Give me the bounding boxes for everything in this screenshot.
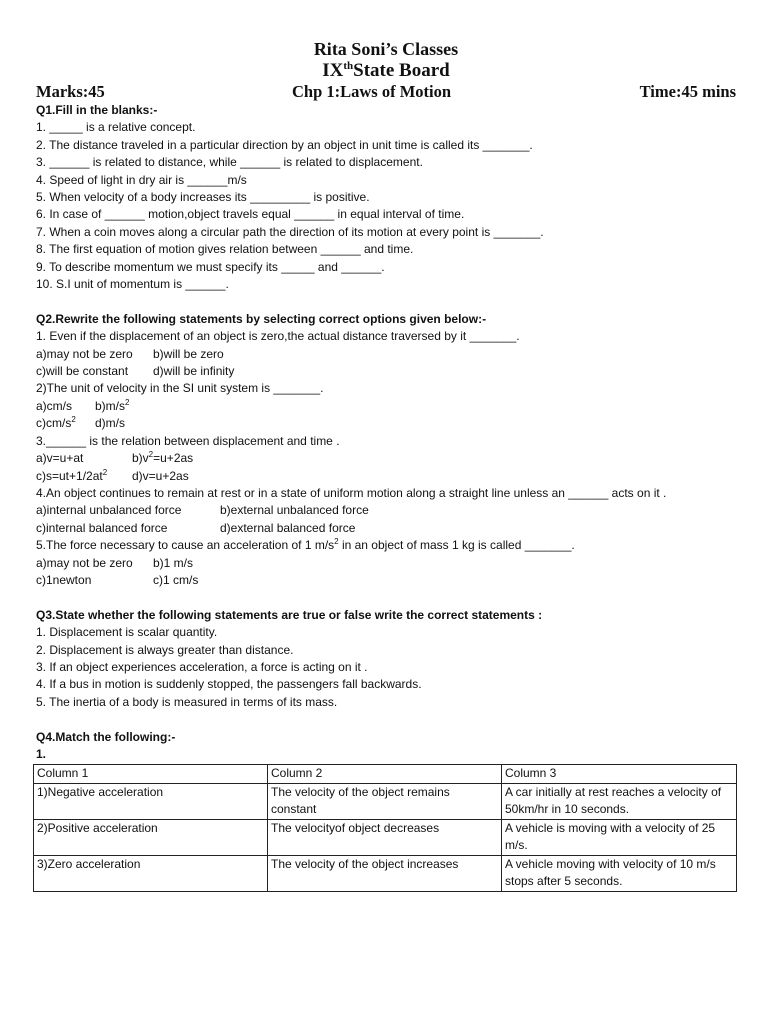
institute-title: Rita Soni’s Classes — [313, 39, 459, 59]
table-cell: The velocityof object decreases — [268, 819, 502, 855]
option-c — [36, 468, 132, 485]
option-b: b)will be zero — [153, 346, 224, 361]
option-d: d)will be infinity — [153, 364, 235, 379]
option-d: c)1 cm/s — [153, 572, 199, 587]
table-cell: A car initially at rest reaches a velocity of 50km/hr in 10 seconds. — [502, 783, 737, 819]
class-subtitle — [36, 60, 736, 82]
option-b — [95, 399, 129, 413]
q1-item: 8. The first equation of motion gives relation between ______ and time. — [36, 242, 414, 257]
q2-options-row — [36, 502, 736, 519]
option-c-pre: c)s=ut+1/2at — [36, 468, 103, 483]
q1-item: 2. The distance traveled in a particular direction by an object in unit time is called its _______. — [36, 137, 533, 152]
q1-item: 9. To describe momentum we must specify its _____ and ______. — [36, 259, 385, 274]
table-row — [34, 819, 737, 855]
option-b-post: =u+2as — [153, 451, 194, 466]
table-cell: The velocity of the object increases — [268, 855, 502, 891]
option-a: a)internal unbalanced force — [36, 503, 182, 518]
option-c — [36, 415, 95, 432]
option-b: b)1 m/s — [153, 555, 194, 570]
worksheet-page — [36, 38, 736, 892]
class-superscript: th — [343, 60, 354, 72]
q3-item: 3. If an object experiences acceleration, a force is acting on it . — [36, 659, 368, 674]
q2-options-row — [36, 572, 736, 589]
q2-options-row — [36, 346, 736, 363]
option-b — [132, 451, 193, 465]
q3-item: 4. If a bus in motion is suddenly stopped, the passengers fall backwards. — [36, 677, 422, 692]
table-row — [34, 783, 737, 819]
q2-options-row — [36, 363, 736, 380]
option-c: c)internal balanced force — [36, 520, 168, 535]
q2-question-2: 2)The unit of velocity in the SI unit system is _______. — [36, 381, 324, 396]
option-a: a)may not be zero — [36, 555, 133, 570]
option-b: b)external unbalanced force — [220, 503, 369, 518]
q3-item: 1. Displacement is scalar quantity. — [36, 625, 218, 640]
option-c: c)1newton — [36, 572, 92, 587]
option-a: a)may not be zero — [36, 346, 133, 361]
q1-item: 10. S.I unit of momentum is ______. — [36, 277, 229, 292]
table-cell: The velocity of the object remains constant — [268, 783, 502, 819]
chapter-label: Chp 1:Laws of Motion — [292, 82, 452, 101]
q1-item: 1. _____ is a relative concept. — [36, 120, 196, 135]
option-d: d)external balanced force — [220, 520, 356, 535]
match-table — [33, 764, 737, 891]
option-d: d)m/s — [95, 416, 125, 431]
table-cell: 3)Zero acceleration — [34, 855, 268, 891]
option-c-text: c)cm/s — [36, 416, 72, 431]
q4-sub-number: 1. — [36, 746, 47, 761]
q1-item: 7. When a coin moves along a circular path the direction of its motion at every point is _______. — [36, 224, 544, 239]
meta-row — [36, 82, 736, 102]
q2-options-row — [36, 555, 736, 572]
q1-item: 3. ______ is related to distance, while ______ is related to displacement. — [36, 155, 423, 170]
marks-label: Marks:45 — [36, 82, 105, 101]
time-label: Time:45 mins — [639, 82, 736, 101]
table-row — [34, 855, 737, 891]
q2-options-row — [36, 398, 736, 415]
class-suffix: State Board — [353, 60, 450, 81]
q1-item: 4. Speed of light in dry air is ______m/s — [36, 172, 247, 187]
option-b-sup: 2 — [148, 450, 154, 460]
column-header: Column 1 — [34, 765, 268, 783]
table-header-row — [34, 765, 737, 783]
q1-heading: Q1.Fill in the blanks:- — [36, 103, 158, 117]
table-cell: A vehicle is moving with a velocity of 25 m/s. — [502, 819, 737, 855]
option-a: a)cm/s — [36, 398, 72, 413]
q3-item: 2. Displacement is always greater than distance. — [36, 642, 294, 657]
column-header: Column 3 — [502, 765, 737, 783]
option-c-sup: 2 — [102, 467, 108, 477]
q3-heading: Q3.State whether the following statements are true or false write the correct statements : — [36, 607, 543, 622]
column-header: Column 2 — [268, 765, 502, 783]
q2-heading: Q2.Rewrite the following statements by selecting correct options given below:- — [36, 311, 487, 326]
q2-question-3: 3.______ is the relation between displacement and time . — [36, 433, 340, 448]
spacer — [36, 711, 736, 728]
option-a: a)v=u+at — [36, 451, 84, 466]
q2-question-1: 1. Even if the displacement of an object is zero,the actual distance traversed by it _______. — [36, 329, 520, 344]
q2-options-row — [36, 415, 736, 432]
option-b-sup: 2 — [125, 397, 130, 407]
q5-text-sup: 2 — [334, 537, 339, 547]
q2-options-row — [36, 520, 736, 537]
option-b-pre: b)v — [132, 451, 149, 466]
table-cell: 2)Positive acceleration — [34, 819, 268, 855]
q2-question-5 — [36, 537, 736, 554]
option-c-sup: 2 — [71, 415, 76, 425]
class-prefix: IX — [322, 60, 344, 81]
table-cell: 1)Negative acceleration — [34, 783, 268, 819]
q5-text-post: in an object of mass 1 kg is called _______. — [338, 538, 575, 553]
spacer — [36, 589, 736, 606]
q5-text-pre: 5.The force necessary to cause an acceleration of 1 m/s — [36, 538, 335, 553]
option-b-text: b)m/s — [95, 398, 125, 413]
q1-item: 5. When velocity of a body increases its _________ is positive. — [36, 190, 370, 205]
option-c: c)will be constant — [36, 364, 129, 379]
q4-heading: Q4.Match the following:- — [36, 729, 176, 744]
spacer — [36, 293, 736, 310]
q2-question-4: 4.An object continues to remain at rest or in a state of uniform motion along a straight line unless an ______ acts on it . — [36, 485, 667, 500]
q2-options-row — [36, 468, 736, 485]
table-cell: A vehicle moving with velocity of 10 m/s stops after 5 seconds. — [502, 855, 737, 891]
q2-options-row — [36, 450, 736, 467]
q1-item: 6. In case of ______ motion,object travels equal ______ in equal interval of time. — [36, 207, 465, 222]
option-d: d)v=u+2as — [132, 468, 189, 483]
q3-item: 5. The inertia of a body is measured in terms of its mass. — [36, 694, 338, 709]
